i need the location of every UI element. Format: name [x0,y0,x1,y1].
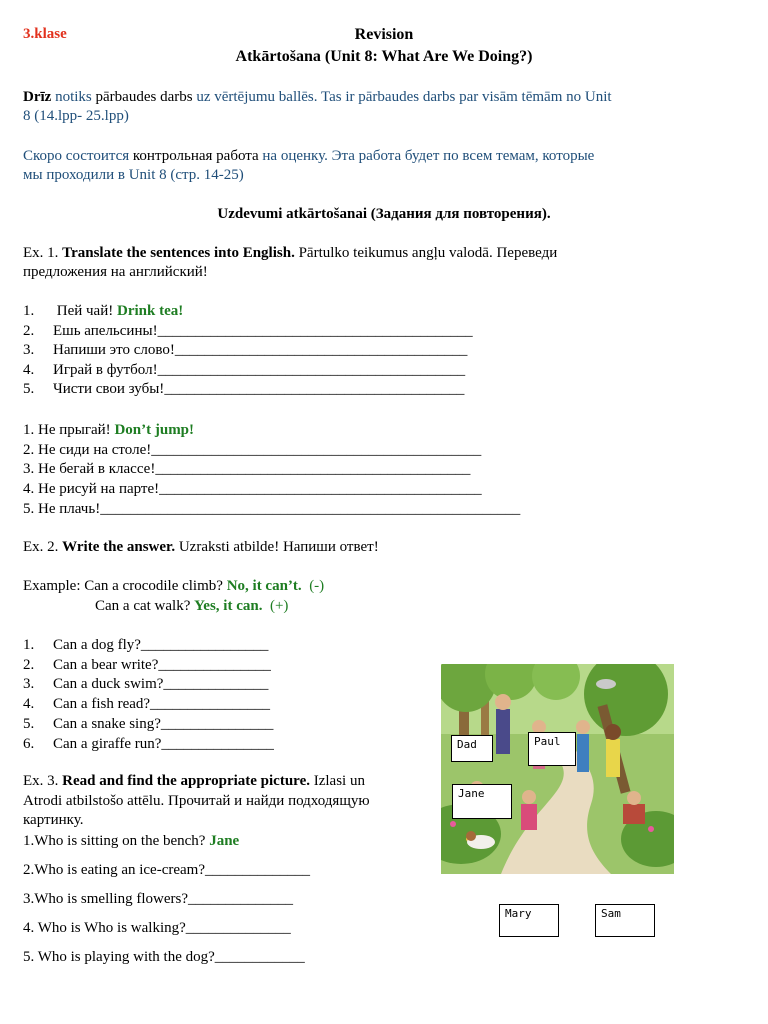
ex1a-item [23,380,464,399]
ex2-question-number: 3. [23,676,35,693]
ex1a-item [23,302,183,321]
ex3-prefix: Ex. 3. [23,773,59,789]
ex3-q1-text: 1.Who is sitting on the bench? [23,833,206,849]
ex1a-item-number: 3. [23,342,35,358]
ex1a-item [23,341,467,360]
ex1a-item [23,322,473,341]
ex1-instruction: Pārtulko teikumus angļu valodā. Переведи [298,245,558,261]
ex1a-item-number: 5. [23,381,35,397]
ex3-question-1 [23,832,239,851]
label-jane: Jane [452,784,512,819]
ex2-example-label: Example: [23,578,81,594]
ex1b-item [23,441,481,460]
ex1-title: Translate the sentences into English. [62,245,295,261]
intro-ru-line2: мы проходили в Unit 8 (стр. 14-25) [23,167,244,183]
label-paul: Paul [528,732,576,766]
ex2-prefix: Ex. 2. [23,539,59,555]
ex2-question-text: Can a duck swim?______________ [53,676,269,693]
ex2-question [23,735,274,754]
ex3-line3: картинку. [23,812,84,828]
ex2-question [23,656,271,675]
ex1-heading [23,244,557,263]
ex1a-item-number: 4. [23,361,35,378]
intro-ru-w3: на оценку. Эта работа будет по всем темам, которые [262,148,595,164]
ex2-example1-answer: No, it can’t. [226,578,302,594]
intro-lv-line2: 8 (14.lpp- 25.lpp) [23,108,129,124]
ex3-question: 4. Who is Who is walking?______________ [23,920,291,936]
ex2-question-text: Can a snake sing?_______________ [53,715,274,732]
ex1b-item-text: 3. Не бегай в классе! [23,461,156,478]
intro-lv-w4: uz vērtējumu ballēs. Tas ir pārbaudes darbs par visām tēmām no Unit [196,89,612,105]
ex3-question: 5. Who is playing with the dog?____________ [23,949,305,965]
ex2-example1 [23,577,324,596]
ex2-example1-question: Can a crocodile climb? [84,578,223,594]
ex2-example1-sign: (-) [309,578,325,594]
ex3-question: 2.Who is eating an ice-cream?______________ [23,862,310,878]
ex1a-item [23,361,465,380]
ex2-question-number: 2. [23,656,35,673]
ex1b-item-text: 1. Не прыгай! [23,422,115,438]
intro-lv-w3: pārbaudes darbs [95,89,193,105]
page-title: Revision [354,26,414,43]
ex3-line2: Atrodi atbilstošo attēlu. Прочитай и найди подходящую [23,793,370,809]
ex1a-item-blank: _________________________________________ [157,361,466,378]
ex1b-item-blank: __________________________________________ [155,461,471,478]
ex2-example2 [95,597,288,616]
ex1a-item-text: Ешь апельсины! [53,322,158,339]
ex1b-item-answer: Don’t jump! [114,422,195,438]
ex2-question-number: 4. [23,696,35,713]
ex1a-item-number: 1. [23,303,35,319]
ex2-example2-answer: Yes, it can. [194,598,263,614]
ex2-question-text: Can a fish read?________________ [53,696,271,713]
class-label: 3.klase [23,26,67,42]
label-sam: Sam [595,904,655,937]
ex1b-item-blank: ________________________________________________________ [100,500,521,517]
ex1-prefix: Ex. 1. [23,245,59,261]
label-mary: Mary [499,904,559,937]
ex3-question: 3.Who is smelling flowers?______________ [23,891,293,907]
ex1b-item-text: 5. Не плачь! [23,500,101,517]
tasks-heading: Uzdevumi atkārtošanai (Задания для повторения). [217,206,551,222]
ex3-heading [23,772,365,791]
ex1b-item-blank: ___________________________________________ [159,481,482,498]
ex2-title: Write the answer. [62,539,176,555]
ex2-example2-sign: (+) [269,598,289,614]
ex1a-item-number: 2. [23,322,35,339]
ex2-example2-question: Can a cat walk? [95,598,191,614]
ex2-question-number: 5. [23,715,35,732]
ex2-question [23,695,270,714]
ex1b-item [23,460,470,479]
ex1a-item-text: Напиши это слово! [53,342,175,358]
ex3-q1-answer: Jane [209,833,240,849]
ex2-question [23,675,268,694]
ex1a-item-answer: Drink tea! [117,303,184,319]
ex1a-item-blank: _______________________________________ [174,342,468,358]
ex2-heading [23,538,379,557]
ex2-question-number: 1. [23,637,35,653]
ex2-question-text: Can a bear write?_______________ [53,656,271,673]
ex3-instruction: Izlasi un [313,773,365,789]
ex2-question-text: Can a giraffe run?_______________ [53,735,274,752]
ex2-question [23,715,273,734]
intro-lv-w2: notiks [55,89,92,105]
page-subtitle: Atkārtošana (Unit 8: What Are We Doing?) [235,48,533,65]
intro-lv-w1: Drīz [23,89,52,105]
ex1b-item [23,480,482,499]
intro-ru-w2: контрольная работа [132,148,259,164]
park-scene [441,664,674,874]
ex2-question-number: 6. [23,735,35,752]
label-dad: Dad [451,735,493,762]
intro-lv-line1 [23,88,612,107]
ex1b-item-text: 2. Не сиди на столе! [23,441,152,458]
ex1a-item-text: Пей чай! [53,303,117,319]
ex1-instruction-line2: предложения на английский! [23,264,208,280]
intro-ru-line1 [23,147,594,166]
ex3-title: Read and find the appropriate picture. [62,773,310,789]
ex1a-item-blank: ________________________________________ [164,381,465,397]
ex2-question-text: Can a dog fly?_________________ [53,637,269,653]
ex2-question [23,636,268,655]
intro-ru-w1: Скоро состоится [23,148,130,164]
ex1a-item-text: Чисти свои зубы! [53,381,165,397]
ex2-instruction: Uzraksti atbilde! Напиши ответ! [178,539,379,555]
park-illustration [441,664,674,874]
ex1a-item-text: Играй в футбол! [53,361,158,378]
ex1b-item [23,421,194,440]
ex1b-item-blank: ____________________________________________ [151,441,482,458]
ex1b-item [23,500,520,519]
ex1a-item-blank: __________________________________________ [157,322,473,339]
ex1b-item-text: 4. Не рисуй на парте! [23,481,160,498]
